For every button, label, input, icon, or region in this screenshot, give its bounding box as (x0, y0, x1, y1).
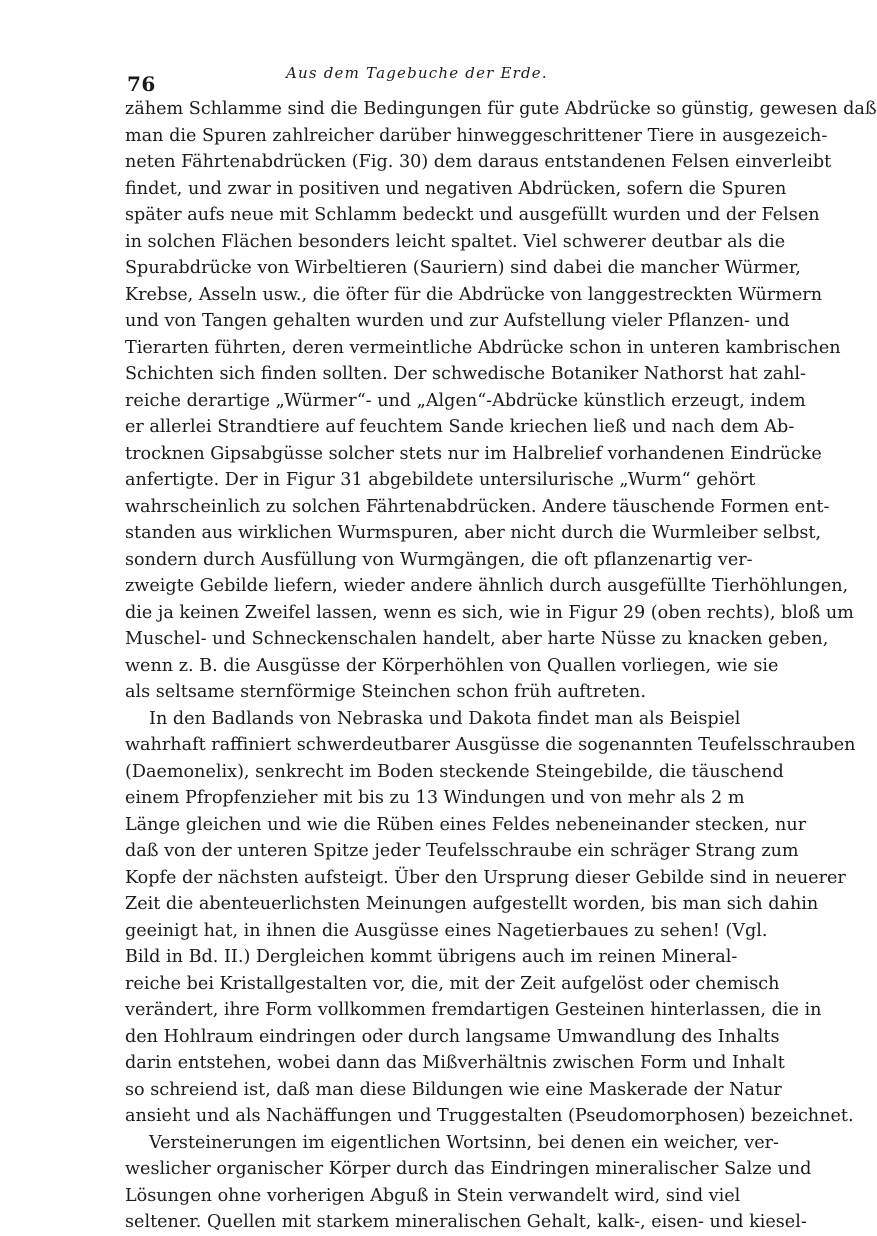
text-line: so schreiend ist, daß man diese Bildungen wie eine Maskerade der Natur (125, 1079, 782, 1100)
text-line: wenn z. B. die Ausgüsse der Körperhöhlen von Quallen vorliegen, wie sie (125, 655, 779, 676)
text-line: standen aus wirklichen Wurmspuren, aber nicht durch die Wurmleiber selbst, (125, 523, 822, 543)
text-line: Muschel- und Schneckenschalen handelt, aber harte Nüsse zu knacken geben, (125, 629, 829, 649)
text-line: später aufs neue mit Schlamm bedeckt und ausgefüllt wurden und der Felsen (125, 205, 820, 225)
text-line: er allerlei Strandtiere auf feuchtem Sande kriechen ließ und nach dem Ab- (125, 417, 795, 437)
paragraph-end-line: als seltsame sternförmige Steinchen schon früh auftreten. (125, 682, 646, 702)
text-line: in solchen Flächen besonders leicht spaltet. Viel schwerer deutbar als die (125, 231, 786, 252)
text-line: weslicher organischer Körper durch das Eindringen mineralischer Salze und (125, 1159, 812, 1179)
page-number: 76 (127, 72, 156, 96)
text-line: zweigte Gebilde liefern, wieder andere ähnlich durch ausgefüllte Tierhöhlungen, (125, 576, 849, 596)
text-line: reiche bei Kristallgestalten vor, die, mit der Zeit aufgelöst oder chemisch (125, 973, 780, 994)
text-line: sondern durch Ausfüllung von Wurmgängen, die oft pflanzenartig ver- (125, 549, 753, 570)
text-line: Spurabdrücke von Wirbeltieren (Sauriern) sind dabei die mancher Würmer, (125, 258, 801, 278)
text-line: Kopfe der nächsten aufsteigt. Über den Ursprung dieser Gebilde sind in neuerer (125, 867, 846, 888)
text-line: wahrscheinlich zu solchen Fährtenabdrücken. Andere täuschende Formen ent- (125, 496, 830, 517)
text-line: Bild in Bd. II.) Dergleichen kommt übrigens auch im reinen Mineral- (125, 947, 738, 967)
text-line: einem Pfropfenzieher mit bis zu 13 Windungen und von mehr als 2 m (125, 788, 745, 808)
paragraph-end-line: ansieht und als Nachäffungen und Truggestalten (Pseudomorphosen) bezeichnet. (125, 1106, 854, 1126)
text-line: Zeit die abenteuerlichsten Meinungen aufgestellt worden, bis man sich dahin (125, 894, 819, 914)
body-text (125, 96, 877, 1236)
text-line: Tierarten führten, deren vermeintliche Abdrücke schon in unteren kambrischen (125, 337, 841, 358)
text-line: reiche derartige „Würmer“- und „Algen“-Abdrücke künstlich erzeugt, indem (125, 390, 806, 411)
text-line: anfertigte. Der in Figur 31 abgebildete untersilurische „Wurm“ gehört (125, 470, 756, 490)
paragraph-first-line: In den Badlands von Nebraska und Dakota findet man als Beispiel (149, 708, 741, 729)
text-line: neten Fährtenabdrücken (Fig. 30) dem daraus entstandenen Felsen einverleibt (125, 152, 832, 172)
text-line: wahrhaft raffiniert schwerdeutbarer Ausgüsse die sogenannten Teufelsschrauben (125, 735, 856, 755)
text-line: (Daemonelix), senkrecht im Boden steckende Steingebilde, die täuschend (125, 761, 784, 782)
text-line: zähem Schlamme sind die Bedingungen für gute Abdrücke so günstig, gewesen daß (125, 99, 877, 119)
text-line: und von Tangen gehalten wurden und zur Aufstellung vieler Pflanzen- und (125, 311, 790, 331)
text-line: die ja keinen Zweifel lassen, wenn es sich, wie in Figur 29 (oben rechts), bloß um (125, 602, 854, 623)
text-line: man die Spuren zahlreicher darüber hinweggeschrittener Tiere in ausgezeich- (125, 125, 828, 146)
text-line: daß von der unteren Spitze jeder Teufelsschraube ein schräger Strang zum (125, 841, 799, 861)
text-line: trocknen Gipsabgüsse solcher stets nur im Halbrelief vorhandenen Eindrücke (125, 443, 822, 464)
text-line: Schichten sich finden sollten. Der schwedische Botaniker Nathorst hat zahl- (125, 364, 806, 384)
running-head: Aus dem Tagebuche der Erde. (286, 64, 548, 82)
text-line: Länge gleichen und wie die Rüben eines Feldes nebeneinander stecken, nur (125, 814, 807, 835)
text-line: seltener. Quellen mit starkem mineralischen Gehalt, kalk-, eisen- und kiesel- (125, 1212, 807, 1232)
text-line: darin entstehen, wobei dann das Mißverhältnis zwischen Form und Inhalt (125, 1053, 785, 1073)
text-line: den Hohlraum eindringen oder durch langsame Umwandlung des Inhalts (125, 1026, 780, 1047)
text-line: findet, und zwar in positiven und negativen Abdrücken, sofern die Spuren (125, 178, 787, 199)
text-line: Krebse, Asseln usw., die öfter für die Abdrücke von langgestreckten Würmern (125, 284, 823, 305)
paragraph-first-line: Versteinerungen im eigentlichen Wortsinn, bei denen ein weicher, ver- (149, 1132, 779, 1153)
text-line: Lösungen ohne vorherigen Abguß in Stein verwandelt wird, sind viel (125, 1185, 741, 1206)
text-line: verändert, ihre Form vollkommen fremdartigen Gesteinen hinterlassen, die in (125, 1000, 822, 1020)
text-line: geeinigt hat, in ihnen die Ausgüsse eines Nagetierbaues zu sehen! (Vgl. (125, 920, 768, 941)
